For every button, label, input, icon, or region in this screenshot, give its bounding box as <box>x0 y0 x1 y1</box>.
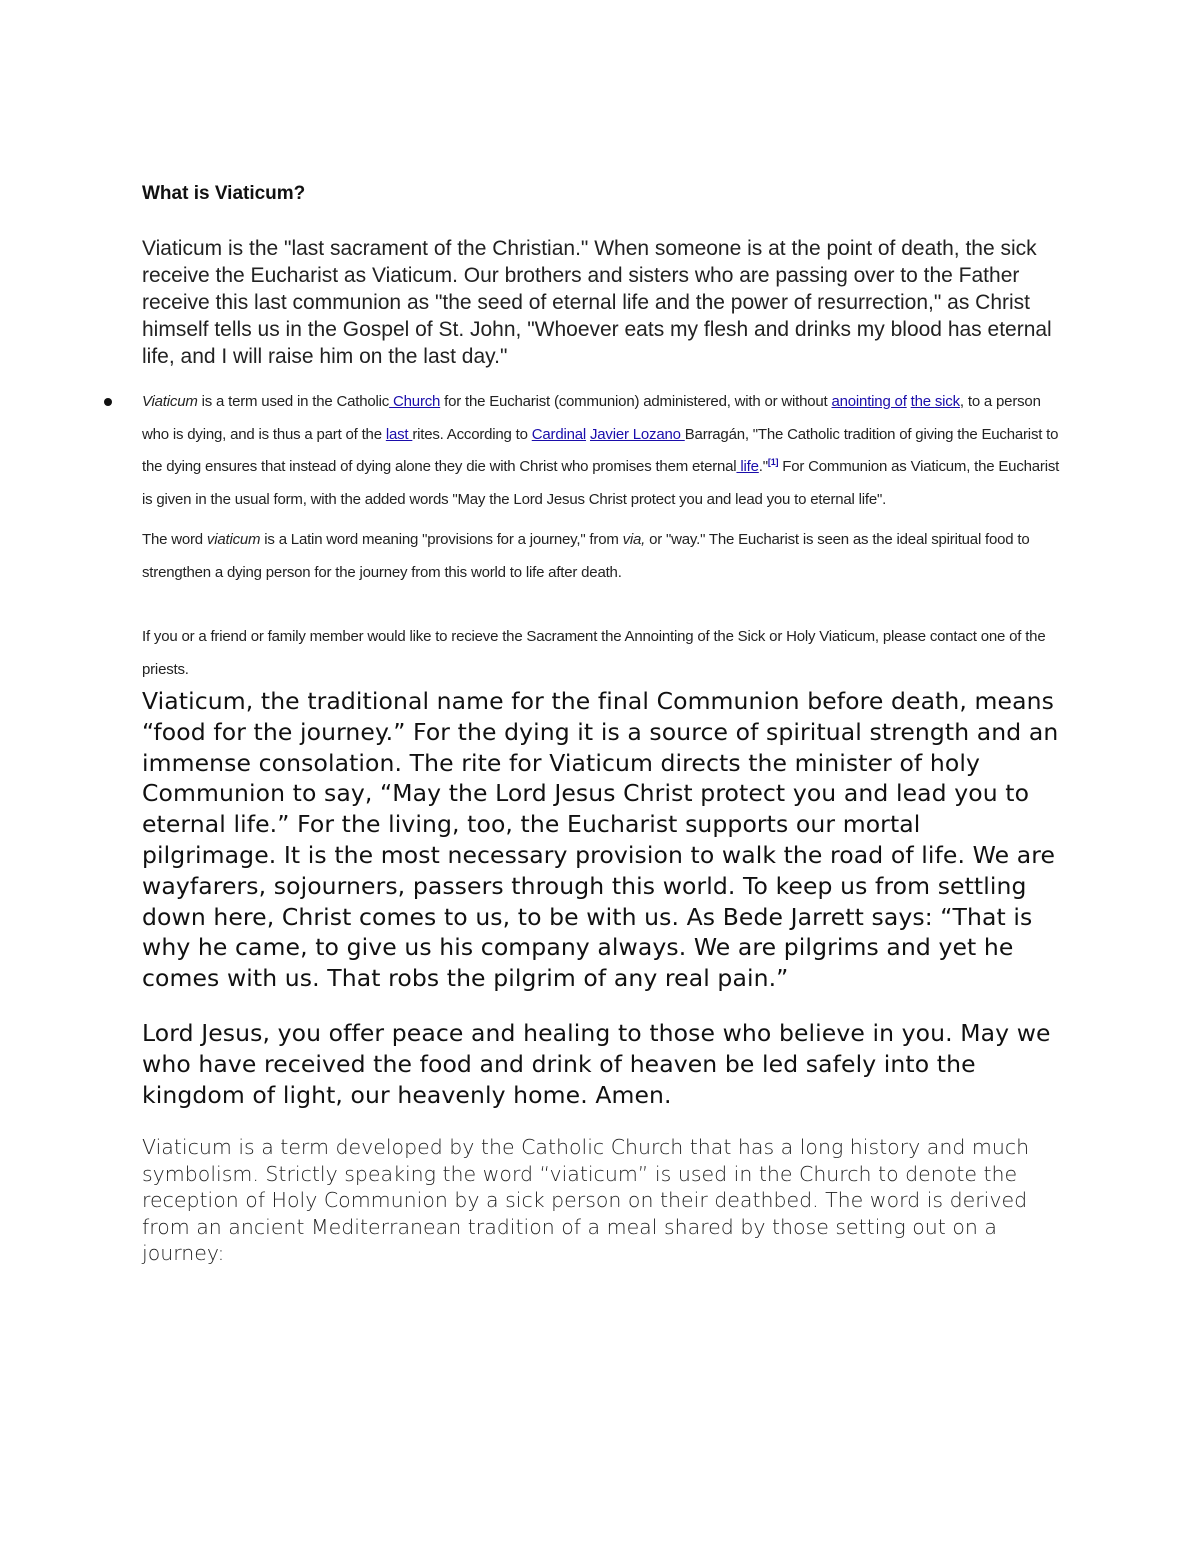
word-meaning-paragraph <box>142 524 1062 589</box>
spacer <box>142 589 1062 621</box>
text-run: rites. According to <box>412 425 532 443</box>
text-run: , to a person who is dying, and is thus a part of the <box>142 393 1041 443</box>
link-sick[interactable]: sick <box>934 393 960 410</box>
reference-link[interactable]: [1] <box>767 457 779 467</box>
document-title: What is Viaticum? <box>142 183 306 204</box>
spacer <box>142 994 1062 1018</box>
document-page <box>142 180 1062 1267</box>
text-run: is a term used in the Catholic <box>197 393 390 410</box>
intro-paragraph: Viaticum is the "last sacrament of the Christian." When someone is at the point of death, the sick receive the Eucharist as Viaticum. Our brothers and sisters who are passing over to the Father receive this last communion as "the seed of eternal life and the power of resurrection," as Christ himself tells us in the Gospel of St. John, "Whoever eats my flesh and drinks my blood has eternal life, and I will raise him on the last day." <box>142 237 1052 368</box>
text-run: ." <box>758 458 768 475</box>
text-run: is a Latin word meaning "provisions for a journey," from <box>260 531 623 548</box>
history-paragraph: Viaticum is a term developed by the Catholic Church that has a long history and much symbolism. Strictly speaking the word “viaticum” is used in the Church to denote the reception of Holy Communion by a sick person on their deathbed. The word is derived from an ancient Mediterranean tradition of a meal shared by those setting out on a journey: <box>142 1135 1030 1266</box>
spacer <box>142 1110 1062 1134</box>
link-javier-lozano[interactable]: Javier Lozano <box>589 425 685 443</box>
bullet-paragraph <box>142 386 1062 516</box>
term-viaticum: Viaticum <box>142 393 198 410</box>
term-viaticum-italic: viaticum <box>206 531 261 548</box>
link-church[interactable]: Church <box>389 393 441 410</box>
bullet-item <box>142 386 1062 516</box>
spacer <box>142 516 1062 524</box>
viaticum-food-paragraph: Viaticum, the traditional name for the final Communion before death, means “food for the journey.” For the dying it is a source of spiritual strength and an immense consolation. The rite for Viaticum directs the minister of holy Communion to say, “May the Lord Jesus Christ protect you and lead you to eternal life.” For the living, too, the Eucharist supports our mortal pilgrimage. It is the most necessary provision to walk the road of life. We are wayfarers, sojourners, passers through this world. To keep us from settling down here, Christ comes to us, to be with us. As Bede Jarrett says: “That is why he came, to give us his company always. We are pilgrims and yet he comes with us. That robs the pilgrim of any real pain.” <box>142 687 1059 993</box>
text-run: or "way." The Eucharist is seen as the ideal spiritual food to strengthen a dying person for the journey from this world to life after death. <box>142 531 1030 581</box>
text-run: for the Eucharist (communion) administered, with or without <box>440 393 832 410</box>
contact-paragraph: If you or a friend or family member would like to recieve the Sacrament the Annointing of the Sick or Holy Viaticum, please contact one of the priests. <box>142 628 1046 678</box>
text-run: Barragán, "The Catholic tradition of giving the Eucharist to the dying ensures that instead of dying alone they die with Christ who promises them eternal <box>142 425 1059 475</box>
term-via-italic: via, <box>622 531 646 548</box>
link-life[interactable]: life <box>736 458 759 475</box>
link-last[interactable]: last <box>385 425 413 443</box>
link-cardinal[interactable]: Cardinal <box>531 425 587 443</box>
text-run: For Communion as Viaticum, the Eucharist is given in the usual form, with the added words "May the Lord Jesus Christ protect you and lead you to eternal life". <box>142 458 1060 508</box>
link-the[interactable]: the <box>910 393 935 410</box>
link-anointing-of[interactable]: anointing of <box>831 393 907 410</box>
prayer-paragraph: Lord Jesus, you offer peace and healing to those who believe in you. May we who have received the food and drink of heaven be led safely into the kingdom of light, our heavenly home. Amen. <box>142 1018 1051 1109</box>
text-run: The word <box>142 531 207 548</box>
bullet-icon <box>104 398 112 406</box>
